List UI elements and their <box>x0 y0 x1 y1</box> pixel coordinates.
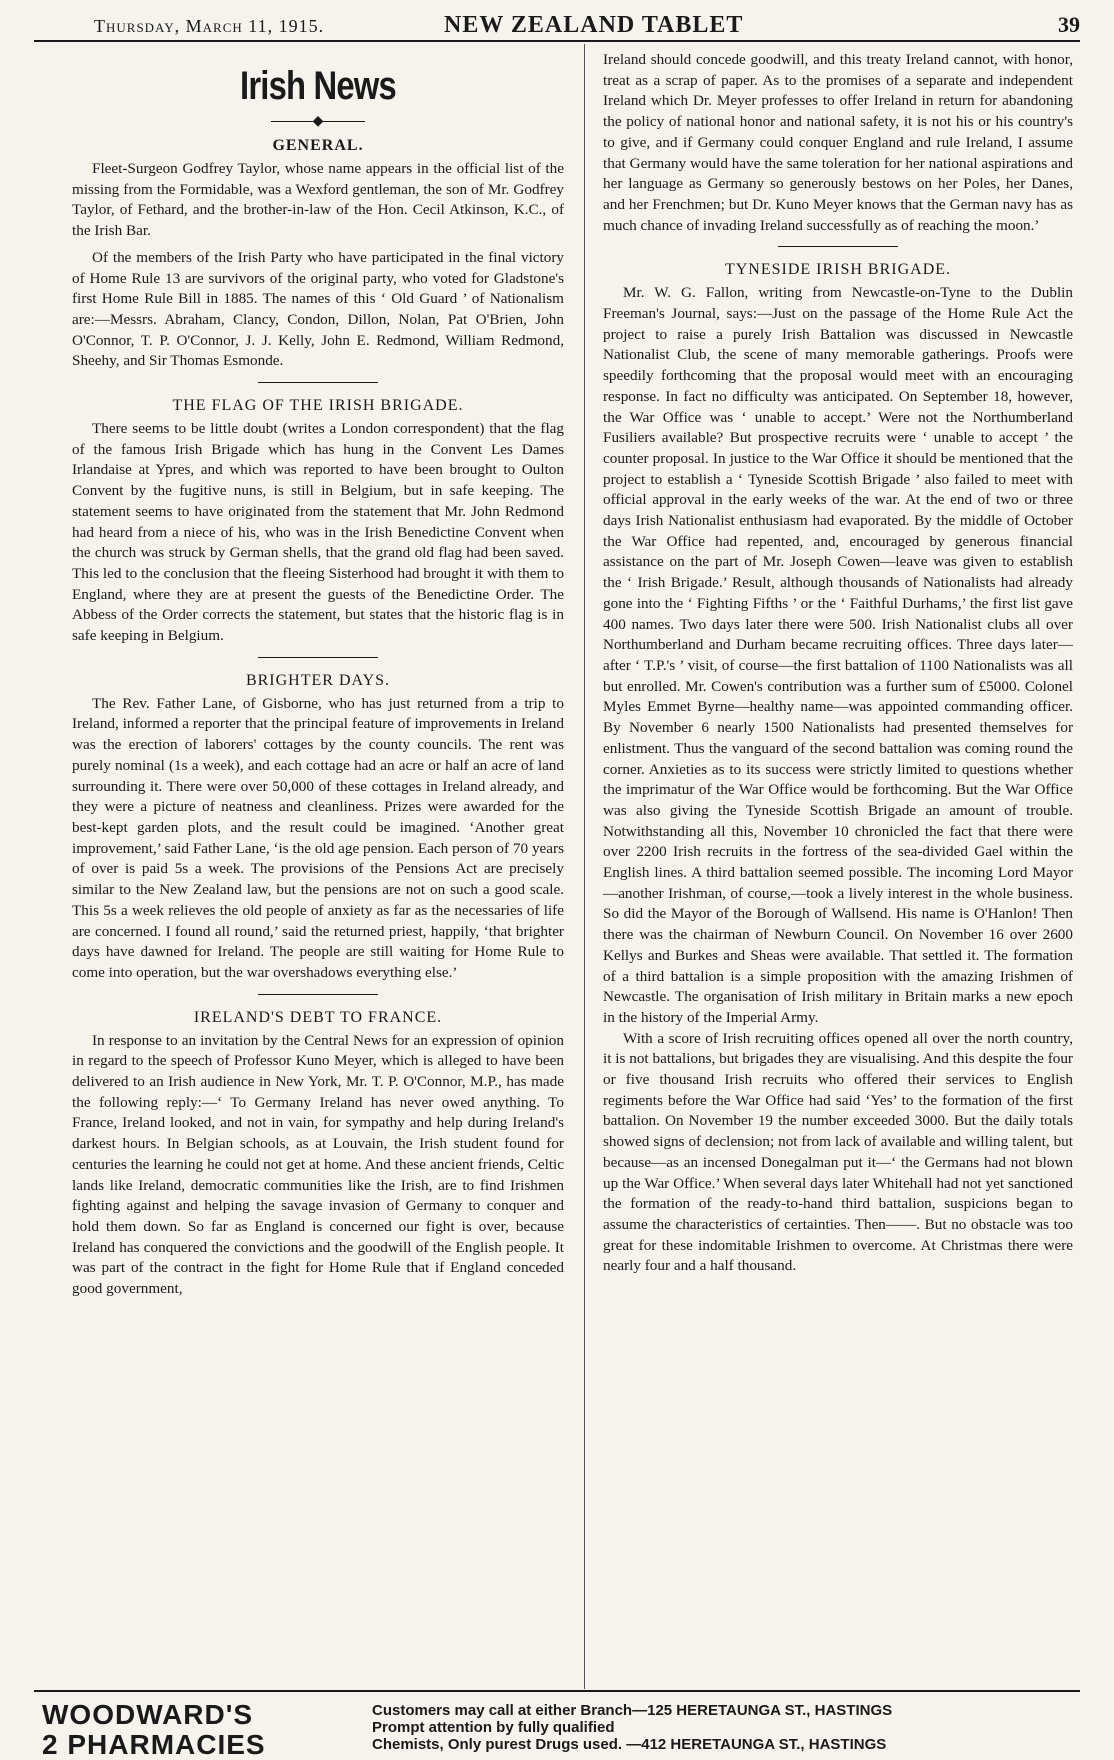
section-title: Irish News <box>240 64 396 108</box>
right-column <box>603 50 1073 1277</box>
page-number: 39 <box>1058 12 1080 37</box>
article-paragraph: Fleet-Surgeon Godfrey Taylor, whose name appears in the official list of the missing from the Formidable, was a Wexford gentleman, the son of Mr. Godfrey Taylor, of Fethard, and the brother-in-law of the Hon. Cecil Atkinson, K.C., of the Irish Bar. <box>72 160 564 240</box>
rule-divider <box>258 382 378 383</box>
ad-line: Chemists, Only purest Drugs used. —412 HERETAUNGA ST., HASTINGS <box>372 1736 887 1753</box>
article-paragraph: With a score of Irish recruiting offices opened all over the north country, it is not battalions, but brigades they are visualising. And this despite the four or five thousand Irish recruits who offered their services to English regiments before the War Office had said ‘Yes’ to the formation of the first battalion. On November 19 the number exceeded 3000. But the daily totals showed signs of declension; not from lack of available and willing talent, but because—as an incensed Donegalman put it—‘ the Germans had not blown up the War Office.’ When several days later Whitehall had not yet sanctioned the formation of the ready-to-hand third battalion, suspicions began to assume the characteristics of certainties. Then——. But no obstacle was too great for these indomitable Irishmen to overcome. At Christmas there were nearly four and a half thousand. <box>603 1029 1073 1275</box>
article-heading: IRELAND'S DEBT TO FRANCE. <box>193 1008 443 1026</box>
newspaper-title: NEW ZEALAND TABLET <box>444 12 744 38</box>
advertisement-brand <box>42 1700 266 1760</box>
article-heading: BRIGHTER DAYS. <box>245 671 391 689</box>
brand-line: WOODWARD'S <box>42 1699 254 1730</box>
advertisement-text <box>372 1702 1072 1753</box>
article-paragraph: In response to an invitation by the Central News for an expression of opinion in regard to the speech of Professor Kuno Meyer, which is alleged to have been delivered to an Irish audience in New York, Mr. T. P. O'Connor, M.P., has made the following reply:—‘ To Germany Ireland has never owed anything. To France, Ireland looked, and not in vain, for sympathy and help during Ireland's darkest hours. In Belgian schools, as at Louvain, the Irish student found for centuries the learning he could not get at home. And these ancient friends, Celtic lands like Ireland, democratic communities like the Irish, are to find Irishmen fighting against and helping the savage invasion of Germany to conquer and hold them down. So far as England is concerned our fight is over, because Ireland has conquered the convictions and the goodwill of the English people. It was part of the contract in the fight for Home Rule that if England conceded good government, <box>72 1031 564 1298</box>
column-divider <box>584 44 585 1689</box>
article-paragraph: Mr. W. G. Fallon, writing from Newcastle-on-Tyne to the Dublin Freeman's Journal, says:—Just on the passage of the Home Rule Act the project to raise a purely Irish Battalion was discussed in Newcastle Nationalist Club, the scene of many memorable gatherings. Proofs were speedily forthcoming that the proposal would meet with an encouraging response. In fact no difficulty was anticipated. On September 18, however, the War Office was ‘ unable to accept.’ Were not the Northumberland Fusiliers available? But prospective recruits were ‘ unable to accept ’ the counter proposal. In justice to the War Office it should be mentioned that the project to establish a ‘ Tyneside Scottish Brigade ’ also failed to meet with official approval in the early weeks of the war. At the end of two or three days Irish Nationalist enthusiasm had evaporated. By the middle of October the War Office had repented, and, encouraged by generous financial assistance on the part of Mr. Joseph Cowen—leave was given to establish the ‘ Irish Brigade.’ Result, although thousands of Nationalists had already gone into the ‘ Fighting Fifths ’ or the ‘ Faithful Durhams,’ the first list gave 400 names. Two days later there were 500. Irish Nationalist clubs all over Northumberland and Durham became recruiting offices. Three days later—after ‘ T.P.'s ’ visit, of course—the first battalion of 1100 Nationalists was all but enrolled. Mr. Cowen's contribution was a further sum of £5000. Colonel Myles Emmet Byrne—healthy name—was appointed commanding officer. By November 6 nearly 1500 Nationalists had presented themselves for enlistment. Thus the vanguard of the second battalion was coming round the corner. Anxieties as to its success were strictly limited to questions whether the imprimatur of the War Office would be forthcoming. But the War Office was also giving the Tyneside Scottish Brigade an amount of trouble. Notwithstanding all this, November 10 chronicled the fact that there were over 2200 Irish recruits in the fortress of the sea-divided Gael within the English lines. A third battalion seemed possible. The incoming Lord Mayor —another Irishman, of course,—took a lively interest in the whole business. So did the Mayor of the Borough of Wallsend. His name is O'Hanlon! Then there was the chairman of Newburn Council. On November 16 over 2600 Kellys and Burkes and Sheas were available. That settled it. The formation of a third battalion is a simple proposition with the amazing Irishmen of Newcastle. The organisation of Irish military in Britain marks a new epoch in the history of the Imperial Army. <box>603 284 1073 1026</box>
left-column <box>72 50 564 1300</box>
article-paragraph: There seems to be little doubt (writes a London correspondent) that the flag of the famous Irish Brigade which has hung in the Convent Les Dames Irlandaise at Ypres, and which was reported to have been brought to Oulton Convent by the fugitive nuns, is still in Belgium, but in safe keeping. The statement seems to have originated from the statement that Mr. John Redmond had heard from a niece of his, who was in the Irish Benedictine Convent when the church was struck by German shells, that the grand old flag had been saved. This led to the conclusion that the fleeing Sisterhood had brought it with them to England, where they are at present the guests of the Benedictine Order. The Abbess of the Order corrects the statement, but states that the historic flag is in safe keeping in Belgium. <box>72 420 564 645</box>
brand-line: 2 PHARMACIES <box>42 1729 266 1760</box>
article-paragraph: Ireland should concede goodwill, and this treaty Ireland cannot, with honor, treat as a scrap of paper. As to the promises of a separate and independent Ireland which Dr. Meyer professes to offer Ireland in return for abandoning the policy of national honor and national safety, it is not his or his country's to give, and if Germany could conquer England and rule Ireland, I assume that Germany would have the same toleration for her national aspirations and her language as Germany so generously bestows on her Poles, her Danes, and her Frenchmen; but Dr. Kuno Meyer knows that the German navy has as much chance of invading Ireland successfully as of reaching the moon.’ <box>603 51 1073 234</box>
rule-divider <box>258 657 378 658</box>
article-paragraph: Of the members of the Irish Party who have participated in the final victory of Home Rule 13 are survivors of the original party, who voted for Gladstone's first Home Rule Bill in 1885. The names of this ‘ Old Guard ’ of Nationalism are:—Messrs. Abraham, Clancy, Condon, Dillon, Nolan, Pat O'Brien, John O'Connor, T. P. O'Connor, J. J. Kelly, John E. Redmond, William Redmond, Sheehy, and Sir Thomas Esmonde. <box>72 248 564 370</box>
issue-date: Thursday, March 11, 1915. <box>94 16 325 36</box>
general-heading: GENERAL. <box>272 137 364 154</box>
masthead <box>34 10 1080 42</box>
ad-line: Customers may call at either Branch—125 HERETAUNGA ST., HASTINGS <box>372 1702 893 1719</box>
article-heading: THE FLAG OF THE IRISH BRIGADE. <box>172 397 464 415</box>
article-heading: TYNESIDE IRISH BRIGADE. <box>724 261 952 279</box>
rule-divider <box>778 246 898 247</box>
rule-divider <box>258 994 378 995</box>
title-ornament: ◆ <box>72 115 564 129</box>
ad-line: Prompt attention by fully qualified <box>372 1719 615 1736</box>
article-paragraph: The Rev. Father Lane, of Gisborne, who has just returned from a trip to Ireland, informed a reporter that the principal feature of improvements in Ireland was the erection of laborers' cottages by the county councils. The rent was purely nominal (1s a week), and each cottage had an acre or half an acre of land surrounding it. There were over 50,000 of these cottages in Ireland already, and they were a picture of neatness and cleanliness. Prizes were awarded for the best-kept garden plots, and the result could be imagined. ‘Another great improvement,’ said Father Lane, ‘is the old age pension. Each person of 70 years of over is paid 5s a week. The provisions of the Pensions Act are precisely similar to the New Zealand law, but the pensions are not on such a good scale. This 5s a week relieves the old people of anxiety as far as the necessaries of life are concerned. I found all round,’ said the returned priest, happily, ‘that brighter days have dawned for Ireland. The people are still waiting for Home Rule to come into operation, but the war overshadows everything else.’ <box>72 694 564 981</box>
